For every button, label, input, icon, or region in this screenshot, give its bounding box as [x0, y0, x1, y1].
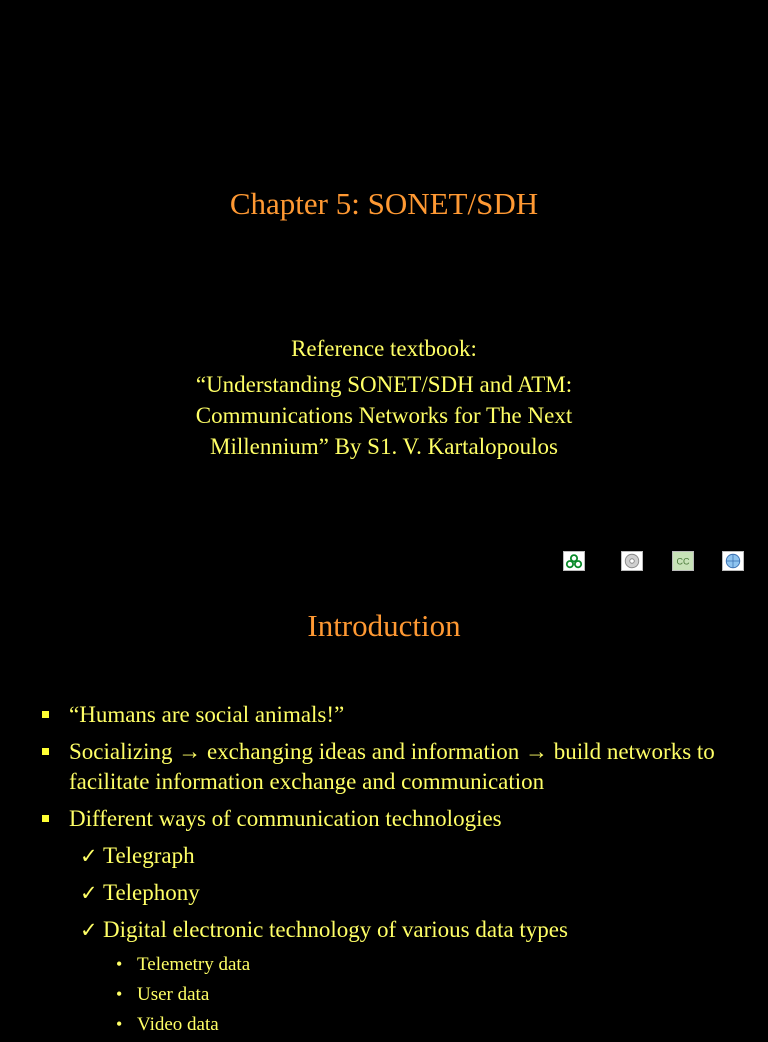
reference-heading: Reference textbook:	[291, 336, 477, 361]
sub-bullet-text: Telephony	[103, 880, 200, 905]
dot-bullet-icon: •	[116, 954, 123, 974]
recycle-icon[interactable]	[563, 551, 585, 571]
bullet-list	[0, 700, 768, 1042]
sub-bullet-text: Telegraph	[103, 843, 195, 868]
sub-bullet-item	[0, 915, 768, 945]
square-bullet-icon	[42, 815, 49, 822]
sub-sub-bullet-item	[0, 1012, 768, 1037]
toolbar-icons	[0, 551, 768, 573]
square-bullet-icon	[42, 748, 49, 755]
disc-icon[interactable]	[621, 551, 643, 571]
introduction-slide	[0, 545, 768, 1035]
bullet-item	[0, 737, 768, 797]
bullet-text: Socializing → exchanging ideas and information → build networks to facilitate information exchange and communication	[69, 739, 715, 794]
sub-sub-bullet-text: Telemetry data	[137, 954, 251, 975]
sub-sub-bullet-item	[0, 982, 768, 1007]
checkmark-icon: ✓	[80, 844, 98, 868]
cc-icon-text: CC	[676, 556, 690, 567]
square-bullet-icon	[42, 711, 49, 718]
bullet-text: “Humans are social animals!”	[69, 702, 345, 727]
reference-line: Millennium” By S1. V. Kartalopoulos	[210, 434, 558, 459]
sub-bullet-item	[0, 841, 768, 871]
globe-icon[interactable]	[722, 551, 744, 571]
reference-line: “Understanding SONET/SDH and ATM:	[195, 372, 573, 397]
checkmark-icon: ✓	[80, 881, 98, 905]
dot-bullet-icon: •	[116, 984, 123, 1004]
reference-line: Communications Networks for The Next	[195, 403, 573, 428]
dot-bullet-icon: •	[116, 1014, 123, 1034]
sub-sub-bullet-text: Video data	[137, 1014, 219, 1035]
bullet-text: Different ways of communication technologies	[69, 806, 502, 831]
sub-bullet-item	[0, 878, 768, 908]
sub-bullet-text: Digital electronic technology of various data types	[103, 917, 568, 942]
section-title: Introduction	[307, 608, 461, 643]
sub-sub-bullet-text: User data	[137, 984, 210, 1005]
cc-icon[interactable]	[672, 551, 694, 571]
bullet-item	[0, 700, 768, 730]
reference-block	[0, 333, 768, 462]
sub-sub-bullet-item	[0, 952, 768, 977]
slide-title: Chapter 5: SONET/SDH	[229, 186, 539, 221]
checkmark-icon: ✓	[80, 918, 98, 942]
bullet-item	[0, 804, 768, 834]
